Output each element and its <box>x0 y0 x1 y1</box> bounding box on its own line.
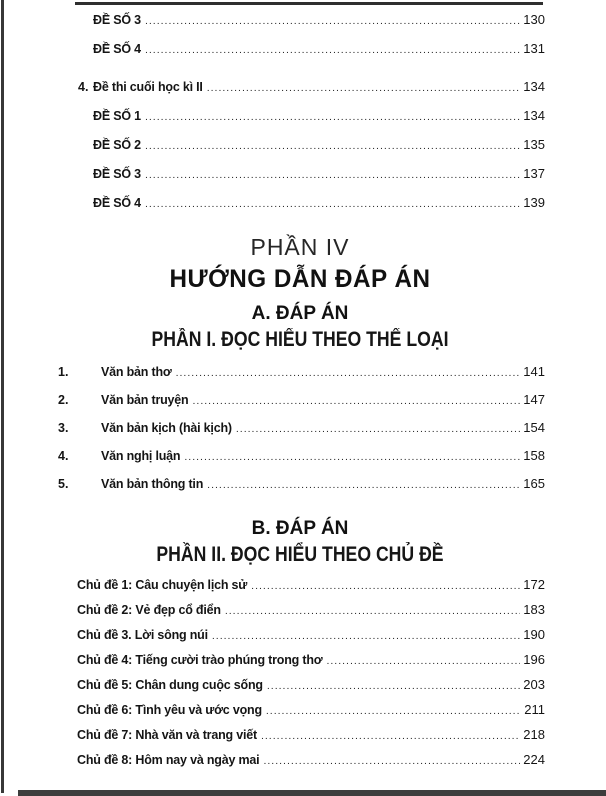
toc-item-page: 158 <box>523 448 545 463</box>
toc-row <box>55 364 545 392</box>
scan-edge-bottom-band <box>18 790 606 796</box>
toc-item-label: Chủ đề 7: Nhà văn và trang viết <box>77 728 257 742</box>
toc-row <box>55 420 545 448</box>
dot-leader <box>212 630 520 642</box>
toc-item-label: Chủ đề 3. Lời sông núi <box>77 628 208 642</box>
dot-leader <box>193 395 521 407</box>
toc-row <box>55 12 545 41</box>
toc-item-label: ĐỀ SỐ 2 <box>93 138 141 152</box>
toc-row <box>55 727 545 752</box>
toc-item-number: 3. <box>58 421 69 435</box>
toc-item-label: ĐỀ SỐ 3 <box>93 167 141 181</box>
toc-item-number: 1. <box>58 365 69 379</box>
toc-row <box>55 108 545 137</box>
toc-item-label: ĐỀ SỐ 1 <box>93 109 141 123</box>
toc-row <box>55 476 545 504</box>
dot-leader <box>207 479 520 491</box>
toc-item-page: 135 <box>523 137 545 152</box>
toc-item-page: 211 <box>524 702 545 717</box>
dot-leader <box>225 605 520 617</box>
toc-row <box>55 41 545 70</box>
toc-row <box>55 677 545 702</box>
dot-leader <box>251 580 520 592</box>
toc-row <box>55 652 545 677</box>
toc-item-page: 134 <box>523 79 545 94</box>
dot-leader <box>145 140 520 152</box>
toc-item-page: 172 <box>523 577 545 592</box>
part-title: HƯỚNG DẪN ĐÁP ÁN <box>169 265 431 293</box>
toc-item-label: Đề thi cuối học kì II <box>93 80 203 94</box>
toc-item-label: Chủ đề 4: Tiếng cười trào phúng trong thơ <box>77 653 323 667</box>
section-a-subheading: PHẦN I. ĐỌC HIỂU THEO THỂ LOẠI <box>151 328 449 351</box>
toc-item-label: ĐỀ SỐ 4 <box>93 42 141 56</box>
dot-leader <box>236 423 520 435</box>
dot-leader <box>145 169 520 181</box>
toc-item-number: 4. <box>78 80 89 94</box>
toc-item-page: 139 <box>523 195 545 210</box>
toc-item-page: 196 <box>523 652 545 667</box>
dot-leader <box>184 451 520 463</box>
toc-item-page: 183 <box>523 602 545 617</box>
toc-row <box>55 702 545 727</box>
toc-item-page: 131 <box>523 41 545 56</box>
toc-row <box>55 752 545 777</box>
section-a-heading: A. ĐÁP ÁN <box>251 303 349 324</box>
toc-item-page: 134 <box>523 108 545 123</box>
toc-row <box>55 392 545 420</box>
toc-item-page: 218 <box>523 727 545 742</box>
toc-item-number: 4. <box>58 449 69 463</box>
toc-item-number: 5. <box>58 477 69 491</box>
toc-section-genres <box>55 364 545 504</box>
toc-row <box>55 448 545 476</box>
toc-item-label: Văn bản truyện <box>101 393 189 407</box>
toc-item-label: Chủ đề 2: Vẻ đẹp cổ điển <box>77 603 221 617</box>
toc-item-label: Văn nghị luận <box>101 449 181 463</box>
toc-item-page: 147 <box>523 392 545 407</box>
dot-leader <box>261 730 520 742</box>
dot-leader <box>267 680 520 692</box>
dot-leader <box>145 44 520 56</box>
toc-item-label: Chủ đề 6: Tình yêu và ước vọng <box>77 703 262 717</box>
toc-item-page: 154 <box>523 420 545 435</box>
toc-item-label: Chủ đề 1: Câu chuyện lịch sử <box>77 578 248 592</box>
dot-leader <box>207 82 521 94</box>
toc-section-themes <box>55 577 545 777</box>
toc-row <box>55 602 545 627</box>
toc-item-label: ĐỀ SỐ 3 <box>93 13 141 27</box>
dot-leader <box>145 15 520 27</box>
toc-item-page: 203 <box>523 677 545 692</box>
toc-item-label: Chủ đề 8: Hôm nay và ngày mai <box>77 753 260 767</box>
dot-leader <box>326 655 520 667</box>
toc-section-exams <box>55 12 545 224</box>
toc-row <box>55 79 545 108</box>
dot-leader <box>145 198 520 210</box>
dot-leader <box>266 705 521 717</box>
toc-item-page: 190 <box>523 627 545 642</box>
dot-leader <box>263 755 520 767</box>
section-b-heading: B. ĐÁP ÁN <box>251 518 349 539</box>
toc-row <box>55 195 545 224</box>
toc-item-label: Văn bản thơ <box>101 365 172 379</box>
toc-item-label: ĐỀ SỐ 4 <box>93 196 141 210</box>
toc-item-page: 224 <box>523 752 545 767</box>
toc-row <box>55 627 545 652</box>
toc-item-label: Văn bản kịch (hài kịch) <box>101 421 232 435</box>
dot-leader <box>176 367 521 379</box>
part-kicker: PHẦN IV <box>250 234 350 260</box>
dot-leader <box>145 111 520 123</box>
toc-item-label: Chủ đề 5: Chân dung cuộc sống <box>77 678 263 692</box>
toc-item-label: Văn bản thông tin <box>101 477 204 491</box>
toc-item-page: 130 <box>523 12 545 27</box>
toc-item-page: 165 <box>523 476 545 491</box>
toc-row <box>55 166 545 195</box>
section-b-subheading: PHẦN II. ĐỌC HIỂU THEO CHỦ ĐỀ <box>156 543 444 566</box>
toc-item-number: 2. <box>58 393 69 407</box>
toc-item-page: 137 <box>523 166 545 181</box>
toc-item-page: 141 <box>523 364 545 379</box>
toc-row <box>55 137 545 166</box>
toc-row <box>55 577 545 602</box>
